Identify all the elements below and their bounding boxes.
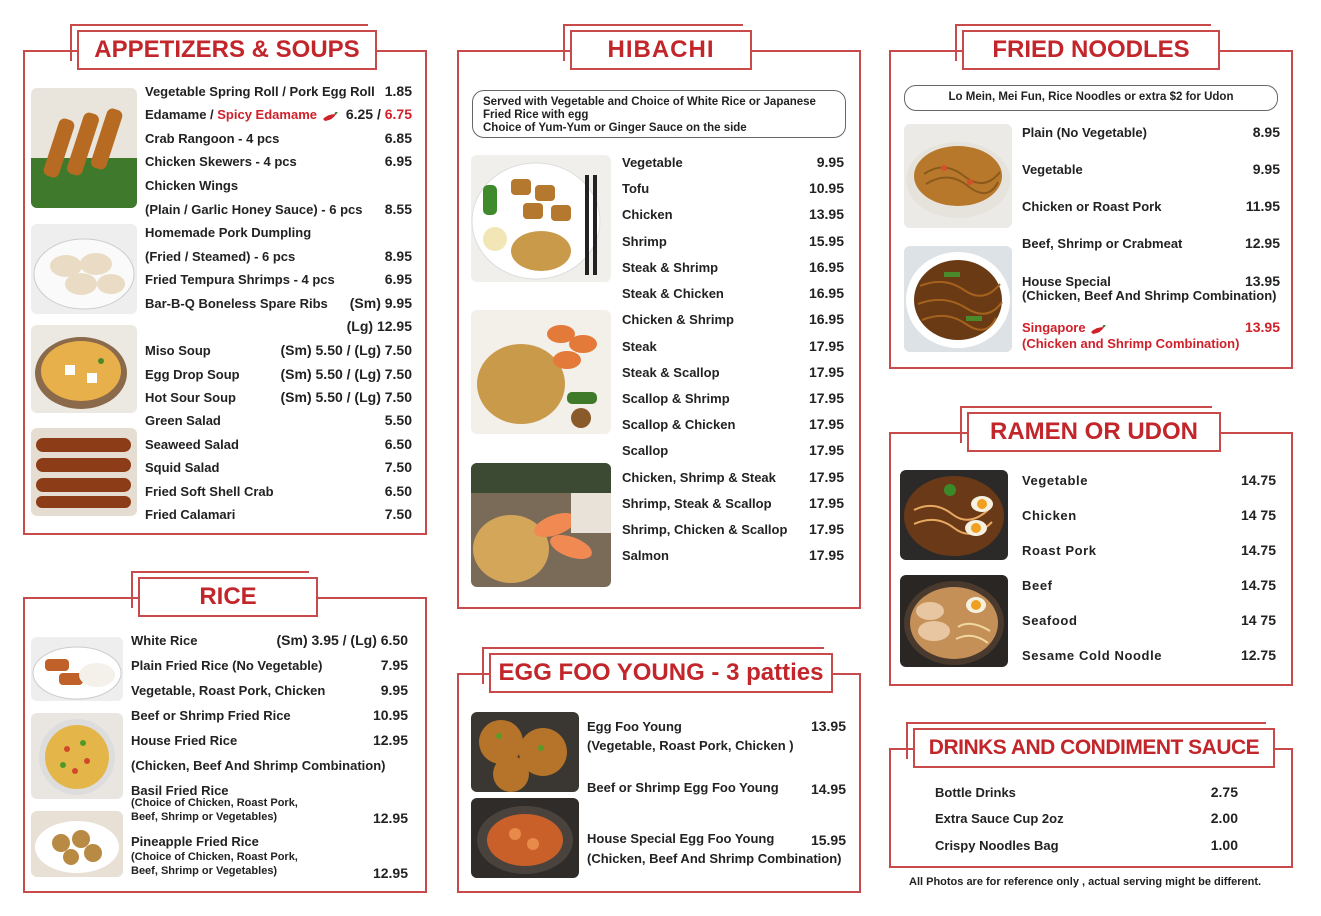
bbq-skewers-photo xyxy=(31,428,137,516)
menu-item: Beef xyxy=(1022,578,1053,593)
menu-item: (Plain / Garlic Honey Sauce) - 6 pcs xyxy=(145,202,363,217)
dumplings-photo xyxy=(31,224,137,314)
menu-price: 12.75 xyxy=(1240,647,1276,663)
menu-price: 11.95 xyxy=(1245,198,1280,214)
ramen-title: RAMEN OR UDON xyxy=(967,412,1221,452)
menu-item: Roast Pork xyxy=(1022,543,1097,558)
appetizers-title: APPETIZERS & SOUPS xyxy=(77,30,377,70)
menu-price: 16.95 xyxy=(808,311,844,327)
menu-item: Extra Sauce Cup 2oz xyxy=(935,811,1064,826)
menu-price: 17.95 xyxy=(808,416,844,432)
house-egg-foo-young-photo xyxy=(471,798,579,878)
menu-price: 17.95 xyxy=(808,390,844,406)
menu-item: Seaweed Salad xyxy=(145,437,239,452)
menu-price: 12.95 xyxy=(1244,235,1280,251)
menu-price: 12.95 xyxy=(372,865,408,881)
menu-item: House Fried Rice xyxy=(131,733,238,748)
menu-item: Crab Rangoon - 4 pcs xyxy=(145,131,280,146)
hibachi-chicken-photo xyxy=(471,155,611,282)
menu-price: (Lg) 12.95 xyxy=(346,318,412,334)
menu-price: (Sm) 5.50 / (Lg) 7.50 xyxy=(280,366,412,382)
menu-item: Basil Fried Rice xyxy=(131,783,229,798)
menu-price xyxy=(330,106,412,122)
menu-item: Bar-B-Q Boneless Spare Ribs xyxy=(145,296,328,311)
menu-item: Chicken Wings xyxy=(145,178,239,193)
menu-item: Steak & Shrimp xyxy=(622,260,719,275)
drinks-title: DRINKS AND CONDIMENT SAUCE xyxy=(913,728,1275,768)
menu-item: Steak & Chicken xyxy=(622,286,724,301)
menu-price: 14.75 xyxy=(1240,472,1276,488)
menu-item: Steak xyxy=(622,339,657,354)
menu-price: 13.95 xyxy=(808,206,844,222)
chicken-skewers-photo xyxy=(31,88,137,208)
chicken-rice-photo xyxy=(31,637,123,701)
menu-item: Vegetable xyxy=(1022,162,1083,177)
menu-price: 14.95 xyxy=(810,781,846,797)
hibachi-steak-photo xyxy=(471,463,611,587)
hibachi-note-line: Served with Vegetable and Choice of White Rice or Japanese xyxy=(483,96,816,108)
menu-item: Miso Soup xyxy=(145,343,211,358)
fried-rice-photo xyxy=(31,713,123,799)
hibachi-note xyxy=(472,90,846,138)
menu-item: Scallop xyxy=(622,443,669,458)
menu-item: Chicken xyxy=(622,207,673,222)
menu-item: Shrimp xyxy=(622,234,667,249)
menu-item: (Chicken, Beef And Shrimp Combination) xyxy=(131,758,386,773)
menu-price: 12.95 xyxy=(372,732,408,748)
spicy-edamame-price: 6.75 xyxy=(384,106,412,122)
menu-price: (Sm) 5.50 / (Lg) 7.50 xyxy=(280,389,412,405)
menu-price: 17.95 xyxy=(808,547,844,563)
menu-price: 16.95 xyxy=(808,259,844,275)
menu-price: 6.50 xyxy=(384,483,412,499)
menu-item-desc: (Choice of Chicken, Roast Pork, xyxy=(131,851,298,863)
menu-price: 8.95 xyxy=(1252,124,1280,140)
menu-price: 13.95 xyxy=(810,718,846,734)
menu-price: 7.50 xyxy=(384,506,412,522)
menu-item: Chicken xyxy=(1022,508,1077,523)
menu-price: 9.95 xyxy=(816,154,844,170)
menu-price: 5.50 xyxy=(384,412,412,428)
menu-price: (Sm) 3.95 / (Lg) 6.50 xyxy=(276,632,408,648)
menu-item: Sesame Cold Noodle xyxy=(1022,648,1163,663)
menu-item: Scallop & Shrimp xyxy=(622,391,730,406)
menu-price: 14 75 xyxy=(1240,507,1276,523)
menu-price: (Sm) 5.50 / (Lg) 7.50 xyxy=(280,342,412,358)
menu-item: Vegetable xyxy=(622,155,683,170)
menu-price: 17.95 xyxy=(808,495,844,511)
menu-price: 8.95 xyxy=(384,248,412,264)
menu-item-desc: (Vegetable, Roast Pork, Chicken ) xyxy=(587,738,794,753)
menu-item: Vegetable xyxy=(1022,473,1089,488)
menu-item: Tofu xyxy=(622,181,650,196)
menu-price: 9.95 xyxy=(1252,161,1280,177)
menu-price: 13.95 xyxy=(1244,273,1280,289)
menu-price: 7.95 xyxy=(380,657,408,673)
ramen-egg-photo xyxy=(900,470,1008,560)
menu-price: 13.95 xyxy=(1244,319,1280,335)
egg-foo-young-photo xyxy=(471,712,579,792)
menu-item: Beef, Shrimp or Crabmeat xyxy=(1022,236,1183,251)
menu-item: Vegetable, Roast Pork, Chicken xyxy=(131,683,326,698)
menu-price: 10.95 xyxy=(808,180,844,196)
menu-price: 1.00 xyxy=(1210,837,1238,853)
menu-item: Steak & Scallop xyxy=(622,365,720,380)
menu-item: Pineapple Fried Rice xyxy=(131,834,259,849)
menu-price: 16.95 xyxy=(808,285,844,301)
menu-item: Beef or Shrimp Fried Rice xyxy=(131,708,291,723)
menu-price: 15.95 xyxy=(808,233,844,249)
menu-item: Chicken, Shrimp & Steak xyxy=(622,470,776,485)
menu-price: 14.75 xyxy=(1240,577,1276,593)
menu-item: Crispy Noodles Bag xyxy=(935,838,1059,853)
menu-price: 9.95 xyxy=(380,682,408,698)
menu-item: House Special xyxy=(1022,274,1111,289)
lo-mein-photo xyxy=(904,124,1012,228)
menu-price: 12.95 xyxy=(372,810,408,826)
menu-item: Bottle Drinks xyxy=(935,785,1016,800)
menu-item: White Rice xyxy=(131,633,198,648)
menu-price: 17.95 xyxy=(808,521,844,537)
menu-item: Salmon xyxy=(622,548,669,563)
noodles-note: Lo Mein, Mei Fun, Rice Noodles or extra $2 for Udon xyxy=(904,85,1278,111)
menu-item: Singapore xyxy=(1022,320,1086,335)
menu-item-desc: (Chicken and Shrimp Combination) xyxy=(1022,336,1240,351)
menu-price: 2.00 xyxy=(1210,810,1238,826)
menu-item: House Special Egg Foo Young xyxy=(587,831,775,846)
hibachi-title: HIBACHI xyxy=(570,30,752,70)
menu-price: 6.95 xyxy=(384,271,412,287)
hibachi-shrimp-photo xyxy=(471,310,611,434)
menu-item: Homemade Pork Dumpling xyxy=(145,225,312,240)
menu-item-desc: (Chicken, Beef And Shrimp Combination) xyxy=(587,851,842,866)
house-special-noodles-photo xyxy=(904,246,1012,352)
menu-item: Plain Fried Rice (No Vegetable) xyxy=(131,658,323,673)
menu-item: Chicken & Shrimp xyxy=(622,312,734,327)
photo-disclaimer: All Photos are for reference only , actual serving might be different. xyxy=(909,876,1262,888)
menu-item xyxy=(145,107,317,122)
menu-item: Squid Salad xyxy=(145,460,220,475)
menu-price: 14 75 xyxy=(1240,612,1276,628)
menu-item: Seafood xyxy=(1022,613,1078,628)
menu-item: Fried Tempura Shrimps - 4 pcs xyxy=(145,272,335,287)
menu-price: 1.85 xyxy=(384,83,412,99)
menu-item-desc: Beef, Shrimp or Vegetables) xyxy=(131,865,278,877)
menu-price: 6.50 xyxy=(384,436,412,452)
menu-price: 7.50 xyxy=(384,459,412,475)
menu-item-desc: Beef, Shrimp or Vegetables) xyxy=(131,811,278,823)
menu-price: 17.95 xyxy=(808,338,844,354)
menu-price: 2.75 xyxy=(1210,784,1238,800)
menu-item: Plain (No Vegetable) xyxy=(1022,125,1147,140)
hibachi-note-line: Fried Rice with egg xyxy=(483,109,589,121)
menu-price: 10.95 xyxy=(372,707,408,723)
menu-item-desc: (Choice of Chicken, Roast Pork, xyxy=(131,797,298,809)
menu-item: (Fried / Steamed) - 6 pcs xyxy=(145,249,296,264)
fried-noodles-title: FRIED NOODLES xyxy=(962,30,1220,70)
menu-item: Chicken Skewers - 4 pcs xyxy=(145,154,297,169)
edamame-label: Edamame / xyxy=(145,107,218,122)
menu-price: 14.75 xyxy=(1240,542,1276,558)
menu-item: Green Salad xyxy=(145,413,221,428)
menu-item: Vegetable Spring Roll / Pork Egg Roll xyxy=(145,84,375,99)
menu-price: 6.95 xyxy=(384,153,412,169)
pineapple-rice-photo xyxy=(31,811,123,877)
menu-price: 17.95 xyxy=(808,442,844,458)
menu-price: (Sm) 9.95 xyxy=(349,295,412,311)
menu-price: 17.95 xyxy=(808,364,844,380)
edamame-price: 6.25 / xyxy=(345,106,385,122)
menu-item: Shrimp, Chicken & Scallop xyxy=(622,522,788,537)
spicy-edamame-label: Spicy Edamame xyxy=(217,107,317,122)
hibachi-note-line: Choice of Yum-Yum or Ginger Sauce on the side xyxy=(483,122,747,134)
menu-item: Egg Drop Soup xyxy=(145,367,240,382)
menu-price: 6.85 xyxy=(384,130,412,146)
menu-item: Fried Soft Shell Crab xyxy=(145,484,274,499)
rice-title: RICE xyxy=(138,577,318,617)
menu-item: Hot Sour Soup xyxy=(145,390,236,405)
menu-item: Beef or Shrimp Egg Foo Young xyxy=(587,780,779,795)
menu-item: Fried Calamari xyxy=(145,507,236,522)
menu-item: Shrimp, Steak & Scallop xyxy=(622,496,772,511)
menu-item: Chicken or Roast Pork xyxy=(1022,199,1162,214)
menu-price: 15.95 xyxy=(810,832,846,848)
chili-pepper-icon xyxy=(1090,322,1106,332)
menu-price: 8.55 xyxy=(384,201,412,217)
menu-price: 17.95 xyxy=(808,469,844,485)
menu-item: Egg Foo Young xyxy=(587,719,682,734)
miso-soup-photo xyxy=(31,325,137,413)
menu-item-desc: (Chicken, Beef And Shrimp Combination) xyxy=(1022,288,1277,303)
ramen-pork-photo xyxy=(900,575,1008,667)
egg-foo-young-title: EGG FOO YOUNG - 3 patties xyxy=(489,653,833,693)
menu-item: Scallop & Chicken xyxy=(622,417,736,432)
